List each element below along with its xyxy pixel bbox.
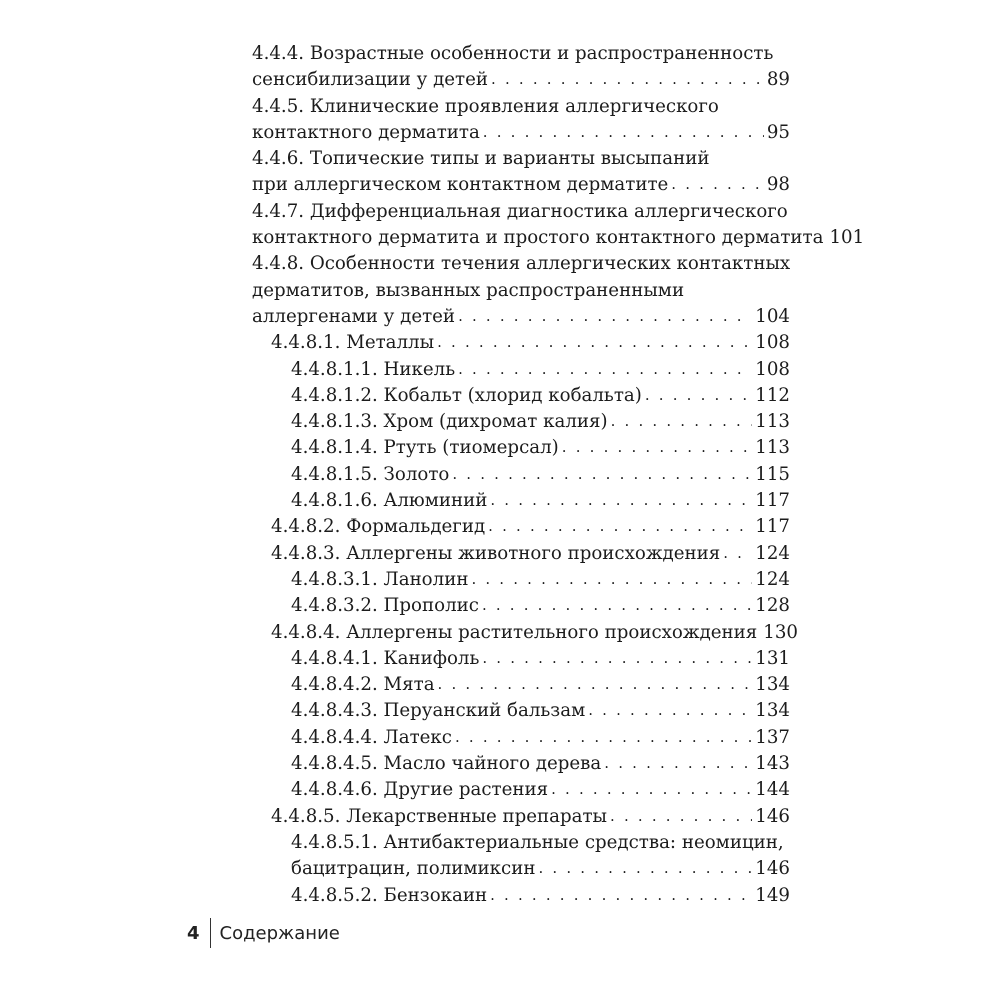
toc-entry — [252, 94, 790, 147]
dot-leader — [483, 119, 764, 145]
toc-entry-text: бацитрацин, полимиксин — [291, 858, 536, 880]
toc-page-number: 144 — [755, 779, 790, 801]
toc-entry-text: контактного дерматита — [252, 121, 480, 143]
toc-page-number: 104 — [755, 305, 790, 327]
toc-entry — [252, 804, 790, 830]
dot-leader — [611, 408, 753, 434]
toc-entry — [252, 541, 790, 567]
dot-leader — [491, 66, 764, 92]
toc-entry-text: 4.4.8.4.1. Канифоль — [291, 647, 480, 669]
toc-entry — [252, 646, 790, 672]
toc-entry-text: контактного дерматита и простого контактного дерматита — [252, 227, 824, 249]
dot-leader — [604, 750, 752, 776]
toc-entry — [252, 514, 790, 540]
toc-page-number: 113 — [755, 437, 790, 459]
dot-leader — [723, 540, 752, 566]
running-section-title: Содержание — [219, 922, 340, 944]
toc-entry-text: 4.4.8.1. Металлы — [271, 332, 435, 354]
toc-entry-text: 4.4.4. Возрастные особенности и распространенность — [252, 43, 774, 64]
toc-entry — [252, 488, 790, 514]
dot-leader — [458, 303, 752, 329]
toc-entry-text: 4.4.8.5.1. Антибактериальные средства: неомицин, — [291, 831, 784, 853]
dot-leader — [671, 171, 764, 197]
toc-entry — [252, 698, 790, 724]
dot-leader — [482, 645, 752, 671]
toc-entry — [252, 199, 865, 252]
toc-entry-text: 4.4.8.1.4. Ртуть (тиомерсал) — [291, 437, 559, 459]
dot-leader — [471, 566, 752, 592]
dot-leader — [458, 356, 752, 382]
toc-entry-text: 4.4.8.3. Аллергены животного происхождения — [271, 542, 721, 564]
toc-page-number: 95 — [766, 121, 790, 143]
toc-page-number: 149 — [755, 884, 790, 906]
dot-leader — [482, 592, 752, 618]
toc-entry — [252, 620, 798, 646]
toc-page-number: 124 — [755, 568, 790, 590]
toc-entry-text: 4.4.8.1.1. Никель — [291, 358, 456, 380]
toc-entry-text: 4.4.8. Особенности течения аллергических контактных — [252, 253, 791, 275]
toc-entry — [252, 883, 790, 909]
toc-page-number: 143 — [755, 753, 790, 775]
dot-leader — [610, 803, 752, 829]
footer-divider — [210, 918, 211, 948]
toc-page-number: 134 — [755, 674, 790, 696]
toc-entry-text: 4.4.8.1.6. Алюминий — [291, 490, 488, 512]
toc-entry-text: 4.4.8.2. Формальдегид — [271, 516, 486, 538]
dot-leader — [551, 776, 752, 802]
toc-entry-text: при аллергическом контактном дерматите — [252, 174, 669, 196]
toc-entry — [252, 251, 790, 330]
toc-entry-text: 4.4.8.1.3. Хром (дихромат калия) — [291, 411, 608, 433]
toc-entry-text: 4.4.8.4.6. Другие растения — [291, 779, 549, 801]
toc-entry-text: 4.4.8.3.2. Прополис — [291, 595, 479, 617]
toc-entry-text: 4.4.8.1.2. Кобальт (хлорид кобальта) — [291, 384, 642, 406]
table-of-contents — [252, 41, 865, 909]
toc-entry — [252, 146, 790, 199]
toc-entry — [252, 462, 790, 488]
toc-page-number: 134 — [755, 700, 790, 722]
toc-entry-text: 4.4.8.4. Аллергены растительного происхождения — [271, 621, 758, 643]
toc-entry-text: 4.4.6. Топические типы и варианты высыпаний — [252, 148, 710, 170]
toc-page-number: 115 — [755, 463, 790, 485]
toc-page-number: 124 — [755, 542, 790, 564]
toc-entry-text: 4.4.5. Клинические проявления аллергического — [252, 95, 719, 117]
dot-leader — [452, 461, 752, 487]
toc-page-number: 112 — [755, 384, 790, 406]
toc-page-number: 128 — [755, 595, 790, 617]
toc-page-number: 117 — [755, 516, 790, 538]
dot-leader — [588, 697, 752, 723]
toc-page-number: 101 — [829, 227, 865, 249]
toc-entry — [252, 777, 790, 803]
toc-entry — [252, 409, 790, 435]
toc-page-number: 131 — [755, 647, 790, 669]
dot-leader — [455, 724, 752, 750]
toc-entry — [252, 751, 790, 777]
toc-entry-text: 4.4.7. Дифференциальная диагностика аллергического — [252, 200, 788, 222]
toc-page-number: 108 — [755, 332, 790, 354]
toc-entry-text: 4.4.8.3.1. Ланолин — [291, 568, 469, 590]
toc-entry — [252, 383, 790, 409]
dot-leader — [645, 382, 752, 408]
dot-leader — [488, 513, 752, 539]
toc-entry — [252, 593, 790, 619]
toc-entry-text: 4.4.8.4.2. Мята — [291, 674, 435, 696]
toc-entry-text: сенсибилизации у детей — [252, 69, 489, 91]
toc-entry-text: 4.4.8.4.4. Латекс — [291, 726, 452, 748]
page-number: 4 — [187, 922, 200, 944]
toc-entry — [252, 357, 790, 383]
toc-page-number: 113 — [755, 411, 790, 433]
toc-entry-text: 4.4.8.4.5. Масло чайного дерева — [291, 753, 602, 775]
page-footer — [187, 918, 340, 948]
toc-page-number: 117 — [755, 490, 790, 512]
dot-leader — [490, 882, 752, 908]
toc-page-number: 89 — [766, 69, 790, 91]
toc-entry-text: дерматитов, вызванных распространенными — [252, 279, 685, 301]
toc-page-number: 98 — [766, 174, 790, 196]
dot-leader — [490, 487, 752, 513]
toc-page-number: 130 — [763, 621, 798, 643]
toc-page-number: 146 — [755, 858, 790, 880]
toc-entry — [252, 41, 790, 94]
toc-entry-text: 4.4.8.5.2. Бензокаин — [291, 884, 488, 906]
toc-entry — [252, 435, 790, 461]
toc-entry — [252, 567, 790, 593]
toc-page-number: 137 — [755, 726, 790, 748]
toc-entry-text: аллергенами у детей — [252, 305, 456, 327]
dot-leader — [562, 434, 753, 460]
toc-entry — [252, 672, 790, 698]
toc-entry — [252, 830, 790, 883]
dot-leader — [438, 671, 753, 697]
toc-entry-text: 4.4.8.5. Лекарственные препараты — [271, 805, 608, 827]
toc-entry-text: 4.4.8.4.3. Перуанский бальзам — [291, 700, 586, 722]
toc-page-number: 146 — [755, 805, 790, 827]
toc-entry — [252, 330, 790, 356]
toc-entry-text: 4.4.8.1.5. Золото — [291, 463, 450, 485]
dot-leader — [437, 329, 752, 355]
toc-entry — [252, 725, 790, 751]
dot-leader — [538, 855, 752, 881]
toc-page-number: 108 — [755, 358, 790, 380]
